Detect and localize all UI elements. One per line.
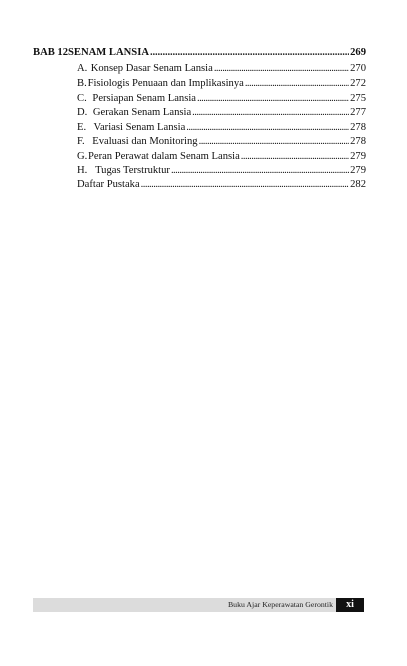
entry-title: Gerakan Senam Lansia — [92, 107, 192, 118]
entry-title: Persiapan Senam Lansia — [92, 93, 196, 104]
toc-entry-f[interactable] — [77, 135, 366, 148]
entry-title: Fisiologis Penuaan dan Implikasinya — [87, 78, 244, 89]
entry-page: 272 — [350, 78, 366, 89]
toc-entry-b[interactable] — [77, 77, 366, 90]
entry-title: Tugas Terstruktur — [95, 165, 170, 176]
toc-entry-c[interactable] — [77, 92, 366, 105]
chapter-page: 269 — [350, 47, 366, 58]
dot-leader — [192, 106, 349, 119]
toc-chapter-entry[interactable] — [33, 46, 366, 59]
chapter-number: BAB 12 — [33, 47, 69, 58]
page-footer — [33, 598, 364, 612]
entry-letter: A. — [77, 63, 88, 74]
entry-letter: E. — [77, 122, 87, 133]
dot-leader — [141, 178, 349, 191]
toc-entry-g[interactable] — [77, 150, 366, 163]
footer-book-title: Buku Ajar Keperawatan Gerontik — [227, 600, 333, 609]
dot-leader — [197, 92, 349, 105]
entry-page: 270 — [350, 63, 366, 74]
dot-leader — [186, 121, 349, 134]
toc-entry-a[interactable] — [77, 62, 366, 75]
dot-leader — [214, 62, 349, 75]
entry-title: Variasi Senam Lansia — [93, 122, 186, 133]
entry-letter: B. — [77, 78, 87, 89]
entry-page: 279 — [350, 165, 366, 176]
entry-letter: F. — [77, 136, 85, 147]
entry-page: 279 — [350, 151, 366, 162]
dot-leader — [150, 46, 349, 59]
toc-entry-h[interactable] — [77, 164, 366, 177]
dot-leader — [199, 135, 350, 148]
dot-leader — [245, 77, 349, 90]
entry-page: 275 — [350, 93, 366, 104]
footer-page-number: xi — [336, 598, 364, 612]
toc-entry-d[interactable] — [77, 106, 366, 119]
entry-title: Konsep Dasar Senam Lansia — [90, 63, 213, 74]
entry-page: 277 — [350, 107, 366, 118]
entry-title: Evaluasi dan Monitoring — [92, 136, 198, 147]
entry-page: 278 — [350, 122, 366, 133]
toc-entry-bibliography[interactable] — [77, 178, 366, 191]
toc-entry-e[interactable] — [77, 121, 366, 134]
entry-title: Peran Perawat dalam Senam Lansia — [87, 151, 240, 162]
bibliography-page: 282 — [350, 179, 366, 190]
dot-leader — [241, 150, 349, 163]
bibliography-title: Daftar Pustaka — [77, 179, 140, 190]
entry-letter: C. — [77, 93, 87, 104]
entry-page: 278 — [350, 136, 366, 147]
chapter-title: SENAM LANSIA — [68, 47, 149, 58]
dot-leader — [171, 164, 349, 177]
entry-letter: H. — [77, 165, 88, 176]
entry-letter: D. — [77, 107, 88, 118]
entry-letter: G. — [77, 151, 88, 162]
